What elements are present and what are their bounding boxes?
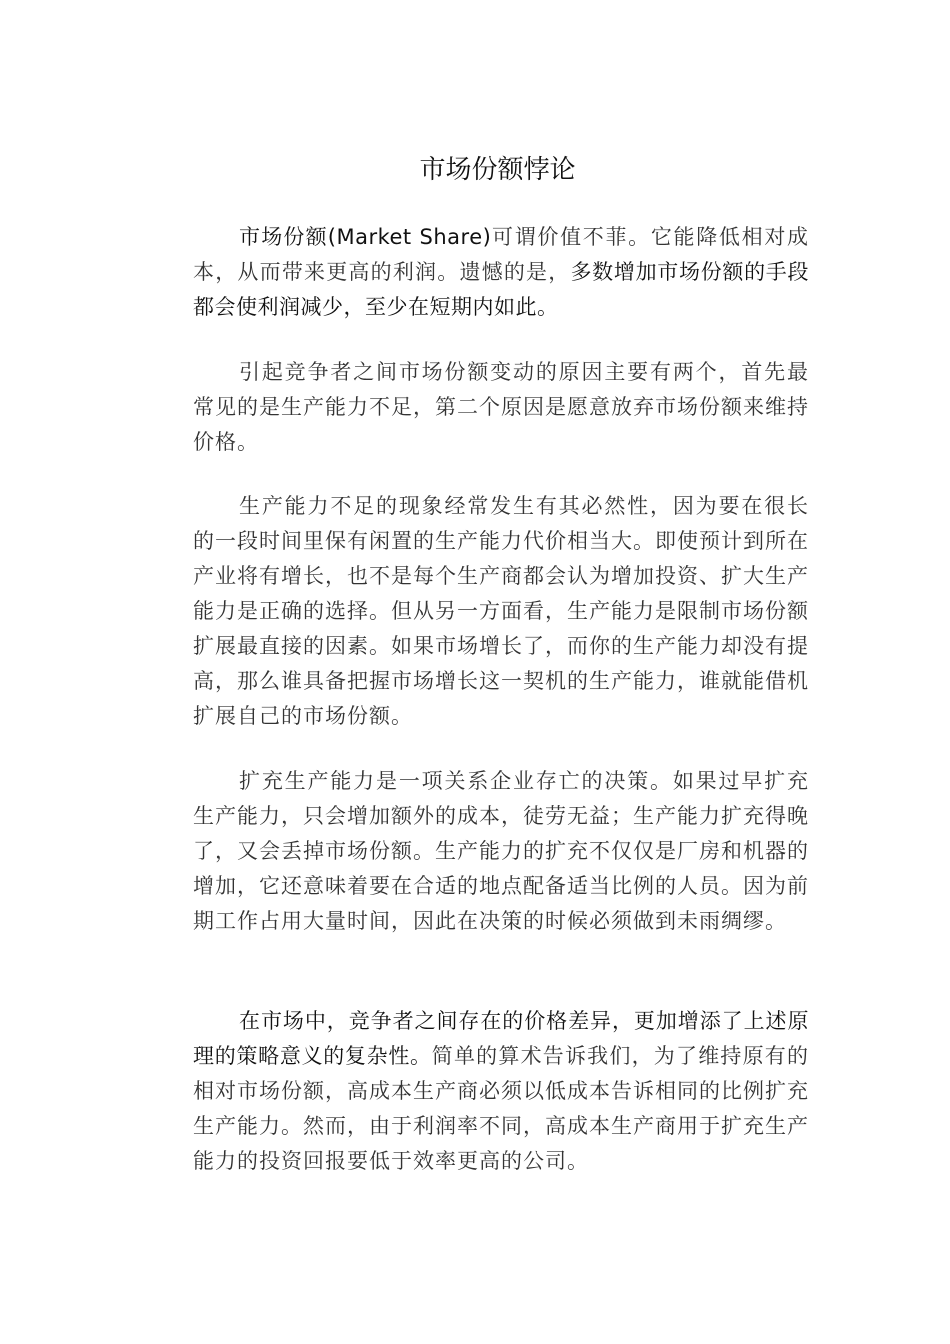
paragraph-5-run-1: 在市场中，竞争者之间存在的价格差异，更加增添了上述原理的策略意义的复杂性。 — [193, 1009, 809, 1068]
paragraph-5 — [193, 1004, 809, 1179]
paragraph-2 — [193, 355, 809, 460]
paragraph-5-run-2: 简单的算术告诉我们，为了维持原有的相对市场份额，高成本生产商必须以低成本告诉相同的比例扩充生产能力。然而，由于利润率不同，高成本生产商用于扩充生产能力的投资回报要低于效率更高的公司。 — [193, 1044, 810, 1173]
paragraph-1-run-1: 市场份额 — [239, 225, 328, 249]
paragraph-1-run-3: 可谓价值不菲。它能降低相对成本，从而带来更高的利润。遗憾的是， — [193, 225, 810, 284]
paragraph-4 — [193, 764, 809, 939]
paragraph-3 — [193, 489, 809, 734]
paragraph-1 — [193, 220, 809, 325]
paragraph-1-run-2: (Market Share) — [327, 225, 492, 249]
paragraph-3-run-1: 生产能力不足的现象经常发生有其必然性，因为要在很长的一段时间里保有闲置的生产能力代价相当大。即使预计到所在产业将有增长，也不是每个生产商都会认为增加投资、扩大生产能力是正确的选择。但从另一方面看，生产能力是限制市场份额扩展最直接的因素。如果市场增长了，而你的生产能力却没有提高，那么谁具备把握市场增长这一契机的生产能力，谁就能借机扩展自己的市场份额。 — [193, 494, 809, 728]
document-title: 市场份额悖论 — [419, 155, 576, 185]
paragraph-1-run-4: 多数增加市场份额的手段都会使利润减少，至少在短期内如此。 — [193, 260, 810, 319]
paragraph-2-run-1: 引起竞争者之间市场份额变动的原因主要有两个，首先最常见的是生产能力不足，第二个原因是愿意放弃市场份额来维持价格。 — [193, 360, 809, 454]
paragraph-4-run-1: 扩充生产能力是一项关系企业存亡的决策。如果过早扩充生产能力，只会增加额外的成本，徒劳无益；生产能力扩充得晚了，又会丢掉市场份额。生产能力的扩充不仅仅是厂房和机器的增加，它还意味着要在合适的地点配备适当比例的人员。因为前期工作占用大量时间，因此在决策的时候必须做到未雨绸缪。 — [193, 769, 809, 933]
